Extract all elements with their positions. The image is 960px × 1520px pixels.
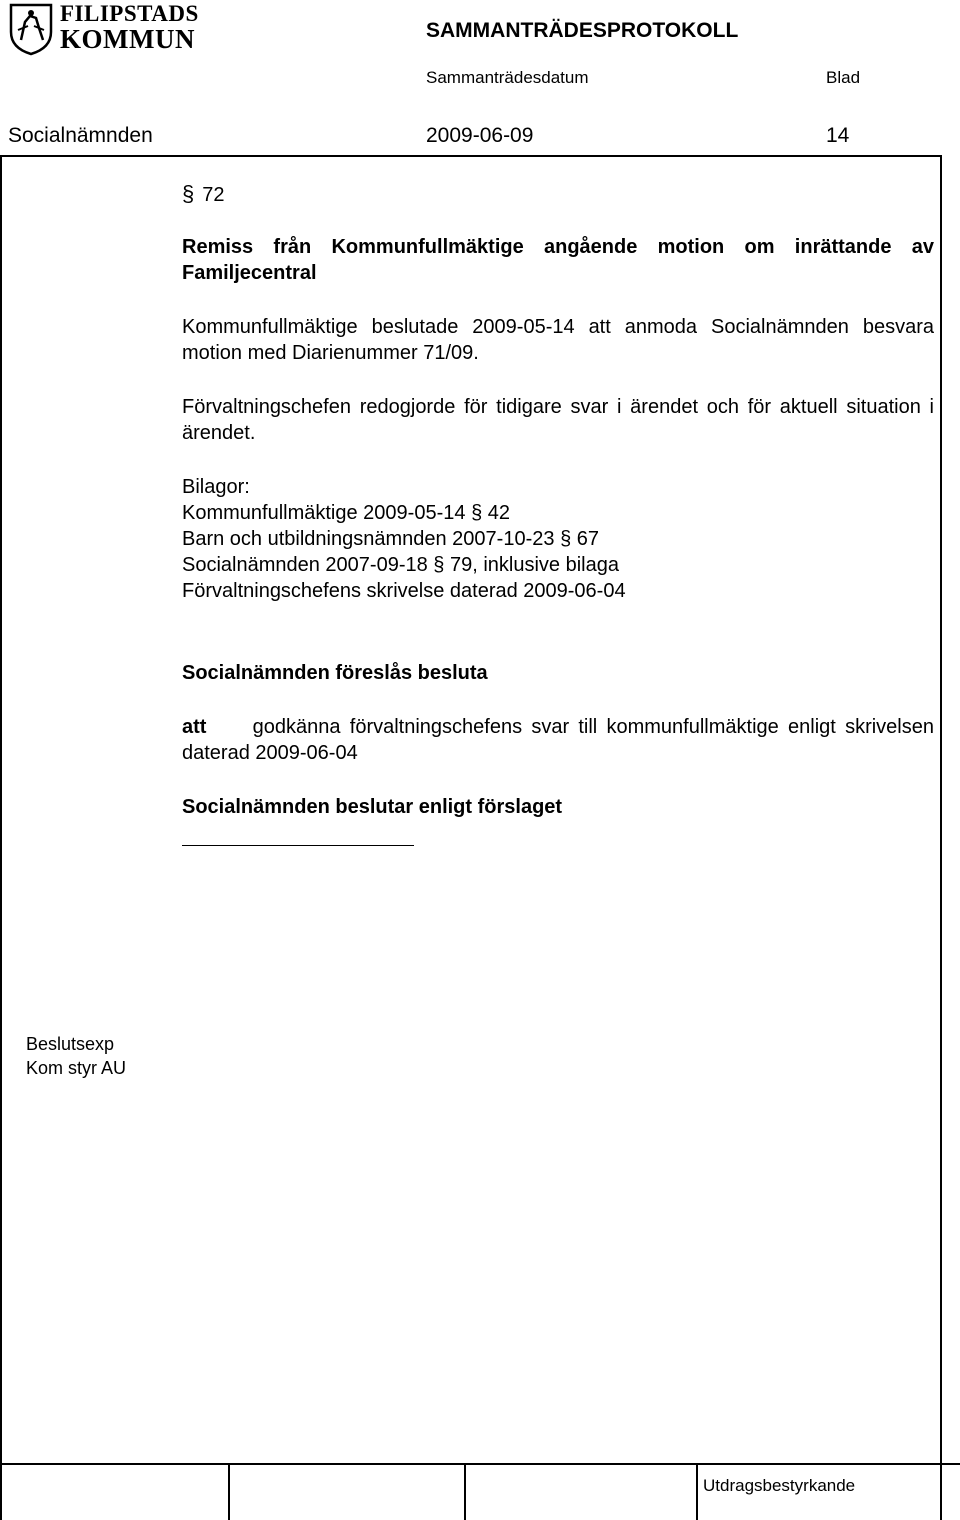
- proposal-heading: Socialnämnden föreslås besluta: [182, 662, 488, 684]
- section-symbol: §: [433, 554, 445, 576]
- attachment-item: Kommunfullmäktige 2009-05-14 § 42: [182, 502, 510, 524]
- section-symbol: §: [560, 528, 572, 550]
- item-title: Remiss från Kommunfullmäktige angående motion om inrättande av Familjecentral: [182, 236, 934, 284]
- signature-divider: [464, 1463, 466, 1520]
- section-symbol: §: [182, 181, 195, 206]
- page-label: Blad: [826, 68, 861, 87]
- proposal-att: att: [182, 716, 207, 738]
- frame-top-border: [0, 155, 942, 157]
- item-number: [182, 181, 934, 208]
- distribution-block: [26, 1032, 126, 1080]
- decision-heading: Socialnämnden beslutar enligt förslaget: [182, 796, 563, 818]
- paragraph-report: Förvaltningschefen redogjorde för tidigare svar i ärendet och för aktuell situation i ärendet.: [182, 396, 934, 444]
- attachments-label: Bilagor:: [182, 476, 250, 498]
- footer-border: [0, 1463, 960, 1465]
- paragraph-decision-background: Kommunfullmäktige beslutade 2009-05-14 att anmoda Socialnämnden besvara motion med Diarienummer 71/09.: [182, 316, 934, 364]
- page-number: 14: [826, 124, 850, 147]
- frame-right-border: [940, 155, 942, 1520]
- end-rule: [182, 845, 414, 846]
- committee-name: Socialnämnden: [8, 124, 153, 147]
- meeting-date-label: Sammanträdesdatum: [426, 68, 589, 87]
- attachment-item: Barn och utbildningsnämnden 2007-10-23 § 67: [182, 528, 599, 550]
- municipality-logo: [8, 2, 218, 58]
- item-number-value: 72: [202, 184, 225, 206]
- attachment-item: Socialnämnden 2007-09-18 § 79, inklusive bilaga: [182, 554, 619, 576]
- section-symbol: §: [471, 502, 483, 524]
- coat-of-arms-icon: [8, 2, 54, 56]
- distribution-recipient: Kom styr AU: [26, 1058, 127, 1078]
- proposal-body: godkänna förvaltningschefens svar till kommunfullmäktige enligt skrivelsen daterad 2009-06-04: [182, 716, 934, 764]
- attachment-item: Förvaltningschefens skrivelse daterad 2009-06-04: [182, 580, 626, 602]
- attachments-block: [182, 474, 934, 604]
- proposal-text: [182, 714, 934, 766]
- logo-wordmark-line1: FILIPSTADS: [60, 1, 199, 26]
- signature-divider: [696, 1463, 698, 1520]
- distribution-label: Beslutsexp: [26, 1034, 115, 1054]
- certification-label: Utdragsbestyrkande: [703, 1476, 856, 1495]
- frame-left-border: [0, 155, 2, 1520]
- logo-wordmark-line2: KOMMUN: [60, 24, 195, 54]
- document-type: SAMMANTRÄDESPROTOKOLL: [426, 19, 739, 42]
- meeting-date: 2009-06-09: [426, 124, 534, 147]
- signature-divider: [228, 1463, 230, 1520]
